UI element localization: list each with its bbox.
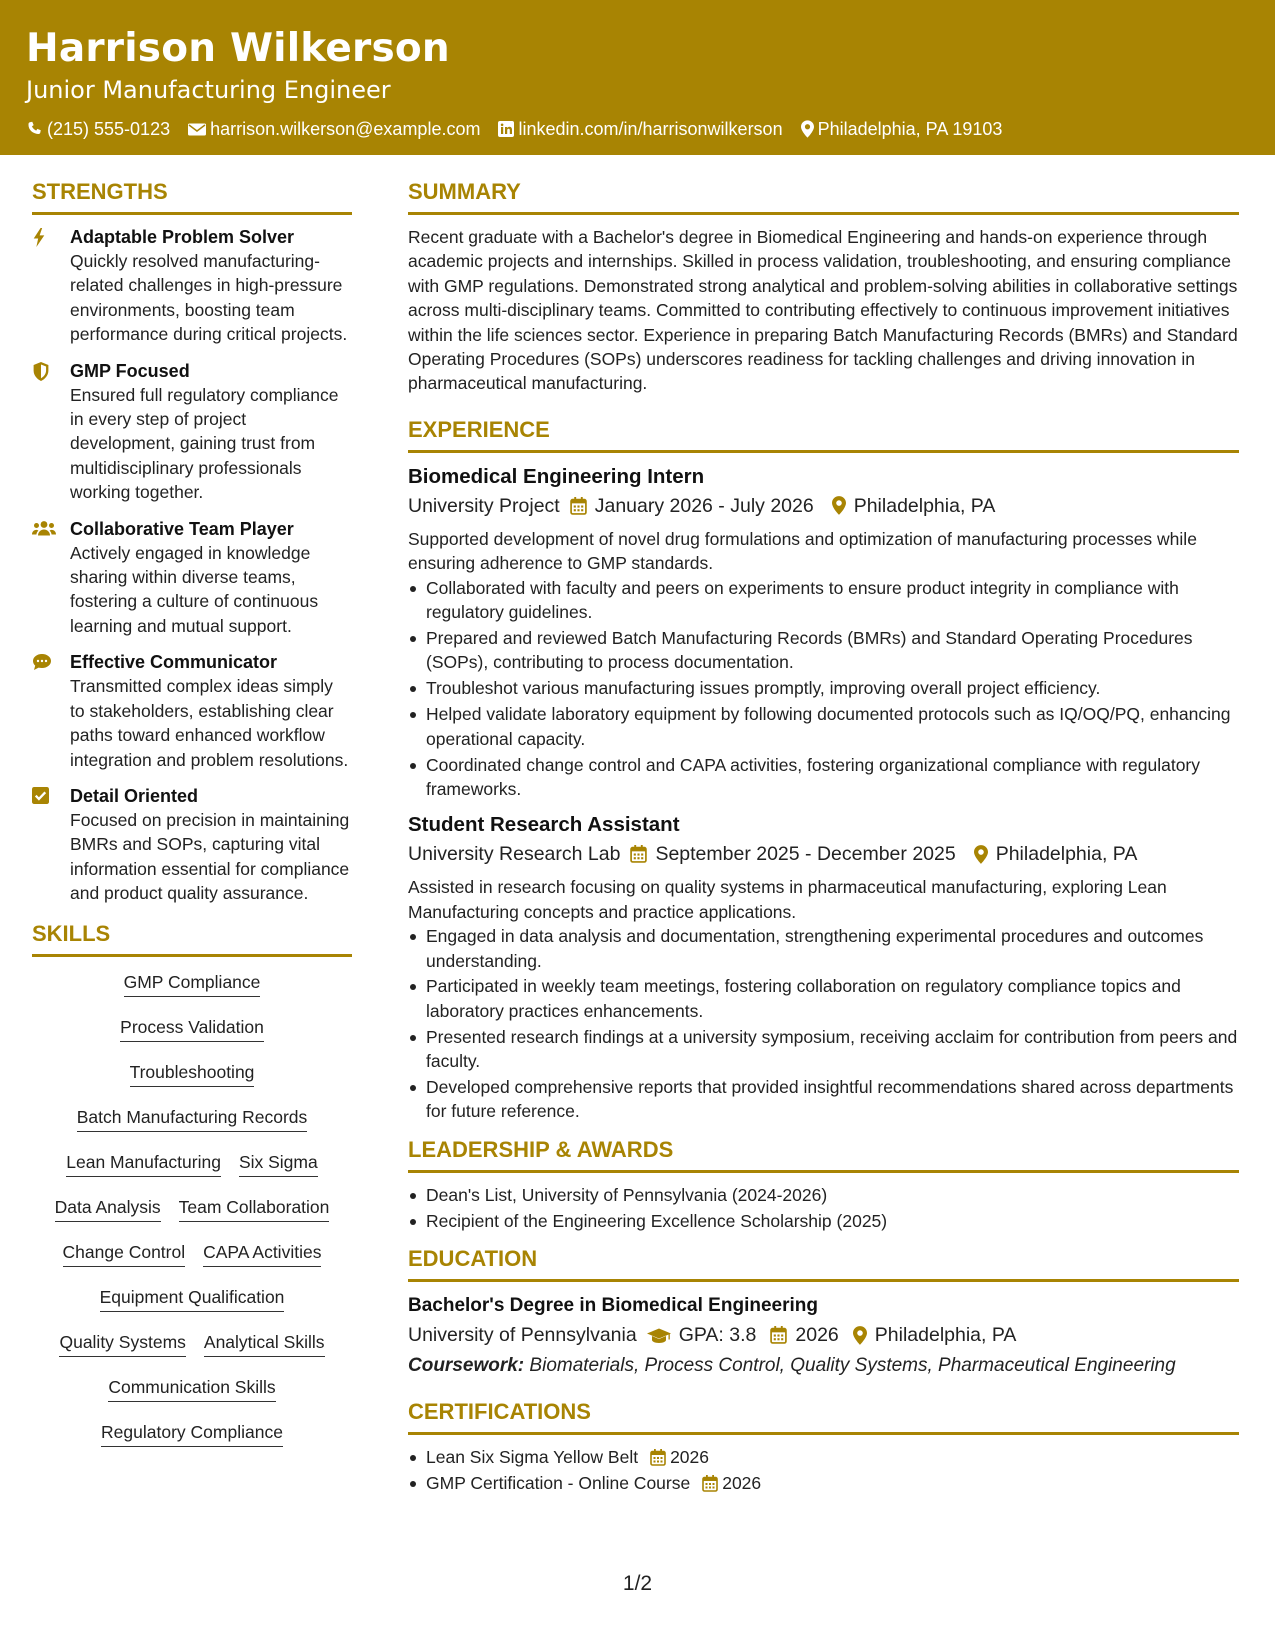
map-pin-icon bbox=[832, 496, 846, 515]
list-item: Collaborated with faculty and peers on experiments to ensure product integrity in compliance with regulatory guidelines. bbox=[408, 576, 1239, 625]
job-bullets bbox=[408, 924, 1239, 1124]
checkbox-icon bbox=[32, 787, 49, 804]
strength-title: Effective Communicator bbox=[70, 652, 278, 673]
page-number: 1/2 bbox=[622, 1572, 653, 1595]
skill-row bbox=[32, 1192, 352, 1237]
map-pin-icon bbox=[853, 1326, 867, 1345]
shield-icon bbox=[32, 362, 50, 381]
experience-heading: EXPERIENCE bbox=[408, 416, 1239, 453]
skill-row bbox=[32, 1057, 352, 1102]
skills-heading: SKILLS bbox=[32, 920, 352, 957]
strength-item bbox=[32, 650, 352, 772]
right-column bbox=[408, 178, 1239, 1497]
skill-tag: GMP Compliance bbox=[124, 971, 261, 997]
job-organization: University Research Lab bbox=[408, 843, 621, 866]
strength-description: Focused on precision in maintaining BMRs and SOPs, capturing vital information essential for compliance and product quality assurance. bbox=[70, 809, 350, 904]
job-description: Assisted in research focusing on quality systems in pharmaceutical manufacturing, exploring Lean Manufacturing concepts and practice applications. bbox=[408, 877, 1167, 922]
calendar-icon bbox=[770, 1326, 787, 1344]
skill-row bbox=[32, 1102, 352, 1147]
candidate-name: Harrison Wilkerson bbox=[26, 26, 450, 71]
calendar-icon bbox=[650, 1449, 666, 1466]
strength-title: GMP Focused bbox=[70, 360, 190, 381]
map-pin-icon bbox=[801, 120, 814, 138]
email-text: harrison.wilkerson@example.com bbox=[210, 119, 481, 139]
list-item: Dean's List, University of Pennsylvania (2024-2026) bbox=[408, 1183, 1239, 1207]
email-contact[interactable] bbox=[188, 118, 480, 140]
candidate-title: Junior Manufacturing Engineer bbox=[26, 76, 391, 104]
strength-item bbox=[32, 784, 352, 906]
certification-name: GMP Certification - Online Course bbox=[426, 1473, 691, 1494]
strength-title: Adaptable Problem Solver bbox=[70, 227, 295, 247]
leadership-heading: LEADERSHIP & AWARDS bbox=[408, 1136, 1239, 1173]
list-item: Helped validate laboratory equipment by following documented protocols such as IQ/OQ/PQ, enhancing operational capacity. bbox=[408, 702, 1239, 751]
certifications-heading: CERTIFICATIONS bbox=[408, 1398, 1239, 1435]
strength-item bbox=[32, 517, 352, 639]
job-dates: September 2025 - December 2025 bbox=[655, 843, 956, 866]
linkedin-text: linkedin.com/in/harrisonwilkerson bbox=[518, 119, 783, 139]
skill-tag: Troubleshooting bbox=[130, 1061, 255, 1087]
users-icon bbox=[32, 520, 56, 537]
school-name: University of Pennsylvania bbox=[408, 1324, 637, 1347]
certification-year: 2026 bbox=[722, 1473, 762, 1494]
calendar-icon bbox=[702, 1475, 718, 1492]
skill-row bbox=[32, 967, 352, 1012]
skill-row bbox=[32, 1147, 352, 1192]
phone-contact[interactable] bbox=[26, 118, 170, 140]
skill-row bbox=[32, 1237, 352, 1282]
skill-tag: Process Validation bbox=[120, 1016, 264, 1042]
skill-tag: Analytical Skills bbox=[204, 1331, 325, 1357]
strength-description: Actively engaged in knowledge sharing within diverse teams, fostering a culture of continuous learning and mutual support. bbox=[70, 542, 319, 636]
envelope-icon bbox=[188, 122, 206, 137]
strength-description: Quickly resolved manufacturing-related challenges in high-pressure environments, boosting team performance during critical projects. bbox=[70, 251, 348, 345]
list-item: Participated in weekly team meetings, fostering collaboration on regulatory compliance topics and laboratory practices enhancements. bbox=[408, 974, 1239, 1023]
strength-title: Collaborative Team Player bbox=[70, 518, 294, 539]
skill-tag: Lean Manufacturing bbox=[66, 1151, 221, 1177]
strength-item bbox=[32, 359, 352, 505]
list-item bbox=[408, 1471, 1239, 1495]
linkedin-icon bbox=[498, 121, 514, 137]
skill-row bbox=[32, 1417, 352, 1462]
skill-row bbox=[32, 1282, 352, 1327]
comment-icon bbox=[32, 653, 52, 671]
job-location: Philadelphia, PA bbox=[853, 494, 996, 517]
job-title: Student Research Assistant bbox=[408, 813, 680, 837]
certification-year: 2026 bbox=[670, 1447, 710, 1468]
skill-row bbox=[32, 1327, 352, 1372]
job-location: Philadelphia, PA bbox=[995, 843, 1138, 866]
certification-name: Lean Six Sigma Yellow Belt bbox=[426, 1447, 639, 1468]
job-entry bbox=[408, 463, 1239, 801]
job-meta bbox=[408, 839, 1239, 869]
skill-tag: Equipment Qualification bbox=[100, 1286, 285, 1312]
list-item: Troubleshot various manufacturing issues promptly, improving overall project efficiency. bbox=[408, 676, 1239, 700]
summary-text: Recent graduate with a Bachelor's degree in Biomedical Engineering and hands-on experience through academic projects and internships. Skilled in process validation, troubleshooting, and ensuring compliance with GMP regulations. Demonstrated strong analytical and problem-solving abilities in collaborative settings across multi-disciplinary teams. Committed to contributing effectively to continuous improvement initiatives within the life sciences sector. Experience in preparing Batch Manufacturing Records (BMRs) and Standard Operating Procedures (SOPs) underscores readiness for tackling challenges and driving innovation in pharmaceutical manufacturing. bbox=[408, 227, 1238, 394]
skill-tag: Communication Skills bbox=[108, 1376, 275, 1402]
job-description: Supported development of novel drug formulations and optimization of manufacturing processes while ensuring adherence to GMP standards. bbox=[408, 528, 1197, 574]
list-item: Recipient of the Engineering Excellence Scholarship (2025) bbox=[408, 1209, 1239, 1233]
skill-tag: Data Analysis bbox=[55, 1196, 161, 1222]
list-item bbox=[408, 1445, 1239, 1469]
job-bullets bbox=[408, 576, 1239, 802]
skill-tag: Six Sigma bbox=[239, 1151, 318, 1177]
strength-item bbox=[32, 225, 352, 347]
gpa-value: GPA: 3.8 bbox=[678, 1324, 757, 1347]
certifications-list bbox=[408, 1445, 1239, 1495]
education-heading: EDUCATION bbox=[408, 1245, 1239, 1282]
phone-text: (215) 555-0123 bbox=[47, 119, 171, 139]
list-item: Coordinated change control and CAPA activities, fostering organizational compliance with regulatory frameworks. bbox=[408, 753, 1239, 802]
degree-title: Bachelor's Degree in Biomedical Engineering bbox=[408, 1295, 818, 1317]
strength-description: Ensured full regulatory compliance in every step of project development, gaining trust from multidisciplinary professionals working together. bbox=[70, 384, 339, 503]
school-location: Philadelphia, PA bbox=[874, 1324, 1017, 1347]
skill-tag: Change Control bbox=[63, 1241, 186, 1267]
bolt-icon bbox=[32, 228, 46, 247]
list-item: Presented research findings at a university symposium, receiving acclaim for contribution from peers and faculty. bbox=[408, 1025, 1239, 1074]
skill-tag: CAPA Activities bbox=[203, 1241, 321, 1267]
skill-row bbox=[32, 1372, 352, 1417]
strength-description: Transmitted complex ideas simply to stakeholders, establishing clear paths toward enhanced workflow integration and problem resolutions. bbox=[70, 676, 349, 770]
resume-header bbox=[0, 0, 1275, 155]
job-dates: January 2026 - July 2026 bbox=[594, 494, 814, 517]
leadership-list bbox=[408, 1183, 1239, 1233]
location-contact bbox=[801, 118, 1003, 140]
summary-heading: SUMMARY bbox=[408, 178, 1239, 215]
calendar-icon bbox=[630, 845, 647, 863]
skill-tag: Quality Systems bbox=[59, 1331, 185, 1357]
coursework-text: Biomaterials, Process Control, Quality Systems, Pharmaceutical Engineering bbox=[529, 1355, 1176, 1377]
calendar-icon bbox=[570, 497, 587, 515]
contact-bar bbox=[26, 118, 1275, 140]
strength-title: Detail Oriented bbox=[70, 785, 199, 806]
phone-icon bbox=[26, 121, 43, 138]
job-title: Biomedical Engineering Intern bbox=[408, 464, 705, 488]
skill-tag: Regulatory Compliance bbox=[101, 1421, 283, 1447]
linkedin-contact[interactable] bbox=[498, 118, 782, 140]
coursework-label: Coursework: bbox=[408, 1355, 525, 1377]
graduation-year: 2026 bbox=[795, 1324, 839, 1347]
location-text: Philadelphia, PA 19103 bbox=[817, 119, 1003, 139]
job-entry bbox=[408, 811, 1239, 1124]
list-item: Engaged in data analysis and documentation, strengthening experimental procedures and outcomes understanding. bbox=[408, 924, 1239, 973]
left-column bbox=[32, 178, 352, 1462]
skill-tag: Team Collaboration bbox=[179, 1196, 330, 1222]
list-item: Developed comprehensive reports that provided insightful recommendations shared across departments for future reference. bbox=[408, 1075, 1239, 1124]
job-meta bbox=[408, 491, 1239, 521]
graduation-cap-icon bbox=[647, 1327, 671, 1344]
education-meta bbox=[408, 1320, 1239, 1350]
skills-section bbox=[32, 920, 352, 1462]
skill-tag: Batch Manufacturing Records bbox=[77, 1106, 308, 1132]
strengths-heading: STRENGTHS bbox=[32, 178, 352, 215]
skill-row bbox=[32, 1012, 352, 1057]
job-organization: University Project bbox=[408, 494, 560, 517]
coursework-line bbox=[408, 1352, 1239, 1380]
map-pin-icon bbox=[974, 845, 988, 864]
list-item: Prepared and reviewed Batch Manufacturing Records (BMRs) and Standard Operating Procedures (SOPs), contributing to process documentation. bbox=[408, 626, 1239, 675]
